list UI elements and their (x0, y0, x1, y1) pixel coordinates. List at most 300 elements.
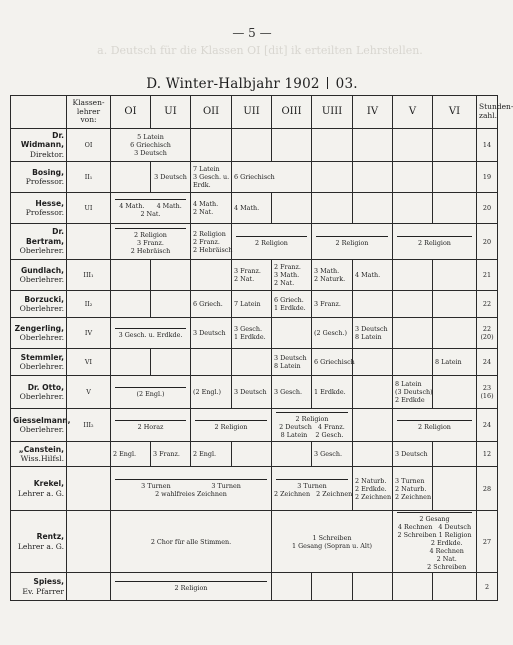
lesson-line: 2 Nat. (234, 275, 255, 283)
lesson-line: 6 Griechisch (130, 141, 171, 149)
lesson-line: 2 Religion (193, 229, 226, 238)
lesson-cell (232, 162, 312, 193)
lesson-line: 3 Deutsch (395, 450, 428, 458)
lesson-line: (2 Gesch.) (314, 329, 347, 337)
bleed-through-text: a. Deutsch für die Klassen OI [dit] ik erteilten Lehrstellen. (97, 44, 423, 57)
teacher-cell (11, 442, 67, 467)
teacher-name: „Canstein, (18, 444, 64, 454)
teacher-rank: Lehrer a. G. (17, 488, 64, 498)
class-teacher-of (67, 511, 111, 573)
lesson-cell (433, 376, 477, 409)
teacher-name: Rentz, (36, 532, 64, 542)
lesson-cell (191, 260, 232, 291)
teacher-name: Giesselmann, (13, 415, 71, 425)
lesson-cell (191, 224, 232, 260)
header-grade: UIII (312, 96, 353, 129)
lesson-cell (111, 376, 191, 409)
header-row (11, 96, 498, 129)
lesson-cell (232, 442, 272, 467)
lesson-cell (151, 442, 191, 467)
lesson-line: 3 Turnen (297, 482, 327, 490)
schedule-table (10, 95, 513, 601)
lesson-cell (353, 193, 393, 224)
teacher-name: Stemmler, (20, 352, 64, 362)
lesson-cell (272, 511, 393, 573)
teacher-cell (11, 224, 67, 260)
lesson-cell (353, 467, 393, 511)
lesson-cell (312, 129, 353, 162)
header-grade: VI (433, 96, 477, 129)
lesson-cell (312, 162, 353, 193)
combined-class-bracket (115, 328, 186, 329)
lesson-cell (232, 376, 272, 409)
teacher-cell (11, 511, 67, 573)
lesson-line: 2 Religion (418, 239, 451, 247)
class-teacher-of: OI (67, 129, 111, 162)
combined-class-bracket (276, 479, 348, 480)
lesson-line: 2 Engl. (113, 450, 137, 458)
lesson-line: 3 Gesch. (234, 325, 262, 333)
header-grade: V (393, 96, 433, 129)
lesson-cell (232, 349, 272, 376)
teacher-name: Borzucki, (24, 294, 64, 304)
teacher-name: Zengerling, (14, 323, 64, 333)
lesson-cell (151, 162, 191, 193)
lesson-cell (353, 376, 393, 409)
lesson-line: 2 Zeichnen 2 Zeichnen (274, 490, 353, 498)
combined-class-bracket (115, 228, 186, 229)
total-hours: 12 (477, 442, 498, 467)
teacher-name: Spiess, (33, 577, 64, 587)
lesson-cell (191, 318, 232, 349)
lesson-cell (151, 291, 191, 318)
total-hours: 14 (477, 129, 498, 162)
lesson-cell (191, 409, 272, 442)
title-main: D. Winter-Halbjahr 1902 (146, 76, 320, 92)
lesson-cell (111, 349, 151, 376)
lesson-line: 3 Franz. (137, 239, 164, 247)
teacher-rank: Professor. (25, 208, 64, 217)
lesson-line: 3 Deutsch (234, 388, 267, 396)
lesson-cell (272, 193, 312, 224)
lesson-cell (433, 318, 477, 349)
teacher-rank: Oberlehrer. (19, 246, 64, 256)
lesson-line: 1 Erdkde. (314, 388, 346, 396)
lesson-line: 8 Latein (355, 333, 382, 341)
lesson-line: 4 Rechnen 4 Deutsch (397, 523, 472, 531)
page-number: — 5 — (232, 26, 272, 40)
lesson-line: 2 Chor für alle Stimmen. (150, 537, 232, 546)
teacher-name: Krekel, (33, 479, 64, 489)
lesson-line: 2 Erdkde (395, 396, 425, 404)
teacher-name: Gundlach, (20, 265, 64, 275)
lesson-line: 2 Erdkde. (355, 484, 387, 493)
lesson-cell (393, 573, 433, 601)
teacher-name: Hesse, (35, 198, 64, 208)
combined-class-bracket (115, 479, 267, 480)
total-hours: 24 (477, 409, 498, 442)
lesson-cell (272, 409, 353, 442)
lesson-line: 2 Naturb. (355, 476, 387, 485)
lesson-line: 3 Gesch. u. Erdkde. (118, 330, 183, 339)
teacher-cell (11, 260, 67, 291)
lesson-cell (353, 129, 393, 162)
class-teacher-of (67, 467, 111, 511)
lesson-cell (433, 349, 477, 376)
lesson-line: 2 Erdkde. (406, 539, 463, 547)
lesson-line: 2 Schreiben (402, 563, 467, 571)
lesson-cell (393, 349, 433, 376)
lesson-cell (111, 467, 272, 511)
lesson-line: Erdk. (193, 181, 211, 189)
lesson-line: 2 Deutsch 4 Franz. (279, 422, 345, 431)
page-title (0, 76, 504, 92)
lesson-line: 8 Latein (395, 380, 422, 388)
teacher-name: Dr. Bertram, (26, 227, 64, 246)
teacher-rank: Professor. (25, 177, 64, 186)
teacher-rank: Wiss.Hilfsl. (20, 454, 64, 463)
combined-class-bracket (316, 236, 388, 237)
lesson-cell (312, 442, 353, 467)
header-grade: IV (353, 96, 393, 129)
title-year-end: 03. (335, 76, 358, 92)
teacher-rank: Direktor. (29, 149, 64, 159)
class-teacher-of (67, 573, 111, 601)
header-class-teacher: Klassen-lehrer von: (67, 96, 111, 129)
lesson-line: 2 Religion (335, 239, 369, 247)
lesson-cell (272, 376, 312, 409)
title-separator (327, 77, 328, 89)
lesson-line: 2 Hebräisch (130, 247, 171, 255)
lesson-cell (272, 349, 312, 376)
teacher-cell (11, 318, 67, 349)
teacher-row (11, 318, 498, 349)
class-teacher-of: UI (67, 193, 111, 224)
total-hours: 24 (477, 349, 498, 376)
lesson-cell (191, 376, 232, 409)
lesson-cell (353, 409, 393, 442)
lesson-cell (393, 318, 433, 349)
teacher-row (11, 442, 498, 467)
teacher-cell (11, 291, 67, 318)
teacher-row (11, 291, 498, 318)
total-hours: 27 (477, 511, 498, 573)
lesson-cell (353, 162, 393, 193)
lesson-cell (433, 260, 477, 291)
lesson-line: 2 Gesang (419, 515, 450, 523)
lesson-cell (191, 291, 232, 318)
lesson-line: 2 Zeichnen (355, 492, 392, 501)
lesson-cell (312, 318, 353, 349)
teacher-rank: Oberlehrer. (19, 304, 64, 313)
lesson-cell (393, 162, 433, 193)
lesson-line: 1 Erdkde. (234, 333, 266, 341)
lesson-cell (393, 511, 477, 573)
lesson-cell (191, 193, 232, 224)
class-teacher-of: II₁ (67, 162, 111, 193)
lesson-line: 3 Deutsch (134, 149, 167, 157)
lesson-cell (151, 260, 191, 291)
lesson-line: 1 Erdkde. (274, 304, 306, 312)
teacher-row (11, 162, 498, 193)
lesson-line: 2 Religion (134, 231, 167, 239)
lesson-cell (111, 193, 191, 224)
lesson-cell (232, 260, 272, 291)
lesson-cell (393, 193, 433, 224)
teacher-row (11, 193, 498, 224)
lesson-line: 3 Math. (274, 271, 300, 279)
lesson-line: 3 Deutsch (274, 354, 307, 362)
lesson-line: 3 Turnen 3 Turnen (141, 482, 241, 490)
lesson-line: 3 Turnen (395, 476, 425, 485)
teacher-rank: Lehrer a. G. (17, 541, 64, 551)
teacher-name: Bosing, (32, 167, 64, 177)
total-hours: 19 (477, 162, 498, 193)
teacher-cell (11, 573, 67, 601)
lesson-line: 5 Latein (137, 133, 164, 141)
lesson-line: 3 Gesch. (314, 450, 342, 458)
lesson-cell (353, 260, 393, 291)
lesson-cell (312, 376, 353, 409)
lesson-cell (433, 162, 477, 193)
lesson-cell (393, 260, 433, 291)
lesson-line: 4 Math. 4 Math. (119, 201, 182, 210)
lesson-cell (393, 129, 433, 162)
lesson-line: 2 Nat. (140, 209, 161, 218)
lesson-line: 2 Franz. (193, 237, 220, 246)
lesson-cell (111, 129, 191, 162)
total-hours: 20 (477, 224, 498, 260)
lesson-line: 3 Franz. (314, 300, 341, 308)
lesson-cell (191, 162, 232, 193)
teacher-cell (11, 376, 67, 409)
total-hours: 28 (477, 467, 498, 511)
lesson-cell (312, 224, 393, 260)
lesson-line: 2 Religion (255, 239, 288, 247)
teacher-row (11, 376, 498, 409)
class-teacher-of (67, 224, 111, 260)
lesson-cell (232, 129, 272, 162)
header-grade: OIII (272, 96, 312, 129)
lesson-cell (272, 442, 312, 467)
lesson-line: 2 Engl. (193, 450, 217, 458)
lesson-cell (353, 442, 393, 467)
lesson-cell (111, 573, 272, 601)
lesson-line: 2 Naturk. (314, 275, 346, 283)
lesson-cell (393, 409, 477, 442)
lesson-line: 8 Latein 2 Gesch. (280, 430, 344, 439)
lesson-cell (151, 349, 191, 376)
teacher-rank: Ev. Pfarrer (22, 586, 64, 596)
lesson-cell (111, 162, 151, 193)
combined-class-bracket (397, 236, 472, 237)
teacher-rank: Oberlehrer. (19, 362, 64, 371)
lesson-cell (191, 129, 232, 162)
lesson-line: 3 Deutsch (355, 325, 388, 333)
lesson-cell (272, 260, 312, 291)
teacher-row (11, 224, 498, 260)
lesson-cell (111, 511, 272, 573)
teacher-row (11, 129, 498, 162)
teacher-row (11, 260, 498, 291)
teacher-row (11, 409, 498, 442)
lesson-cell (433, 467, 477, 511)
lesson-line: 4 Math. (234, 204, 260, 212)
total-hours: 2 (477, 573, 498, 601)
lesson-line: 3 Franz. (234, 267, 261, 275)
combined-class-bracket (236, 236, 307, 237)
lesson-line: 3 Franz. (153, 450, 180, 458)
lesson-cell (433, 129, 477, 162)
lesson-line: 1 Gesang (Sopran u. Alt) (291, 541, 373, 550)
lesson-cell (272, 467, 353, 511)
header-grade: UII (232, 96, 272, 129)
combined-class-bracket (115, 387, 186, 388)
lesson-cell (272, 129, 312, 162)
lesson-line: 2 Horaz (137, 422, 164, 431)
lesson-line: 3 Gesch. (274, 388, 302, 396)
lesson-cell (393, 467, 433, 511)
lesson-line: 4 Math. (355, 271, 381, 279)
lesson-line: 6 Griechisch (234, 173, 275, 181)
teacher-cell (11, 409, 71, 442)
lesson-cell (393, 442, 433, 467)
combined-class-bracket (115, 581, 267, 582)
teacher-name: Dr. Otto, (27, 382, 64, 392)
lesson-line: 2 Schreiben 1 Religion (397, 531, 472, 539)
lesson-cell (353, 291, 393, 318)
lesson-line: 3 Math. (314, 267, 340, 275)
lesson-cell (111, 291, 151, 318)
teacher-rank: Oberlehrer. (19, 275, 64, 284)
teacher-rank: Oberlehrer. (19, 425, 64, 434)
total-hours: 20 (477, 193, 498, 224)
lesson-line: 2 Zeichnen (395, 492, 432, 501)
class-teacher-of: IV (67, 318, 111, 349)
lesson-cell (111, 224, 191, 260)
combined-class-bracket (115, 199, 186, 200)
lesson-cell (353, 318, 393, 349)
lesson-line: 6 Griech. (193, 300, 223, 308)
lesson-line: 6 Griechisch (314, 358, 355, 366)
teacher-rank: Oberlehrer. (19, 392, 64, 401)
teacher-cell (11, 129, 67, 162)
class-teacher-of: VI (67, 349, 111, 376)
header-grade: OI (111, 96, 151, 129)
lesson-cell (393, 224, 477, 260)
lesson-line: 4 Rechnen (405, 547, 464, 555)
total-hours: 22 (477, 291, 498, 318)
lesson-cell (272, 573, 312, 601)
teacher-row (11, 573, 498, 601)
combined-class-bracket (276, 412, 348, 413)
class-teacher-of: V (67, 376, 111, 409)
combined-class-bracket (195, 420, 267, 421)
lesson-cell (312, 291, 353, 318)
lesson-line: 2 Nat. (193, 208, 214, 216)
lesson-line: 8 Latein (274, 362, 301, 370)
lesson-cell (353, 349, 393, 376)
lesson-line: 8 Latein (435, 358, 462, 366)
header-teacher (11, 96, 67, 129)
lesson-line: 2 Religion (174, 584, 208, 592)
lesson-cell (312, 573, 353, 601)
lesson-cell (232, 318, 272, 349)
lesson-line: 4 Math. (193, 200, 219, 208)
lesson-line: 2 Religion (418, 422, 451, 431)
lesson-line: 2 Nat. (274, 279, 295, 287)
lesson-line: 3 Deutsch (193, 329, 226, 337)
lesson-line: 2 Religion (214, 422, 248, 431)
lesson-cell (312, 193, 353, 224)
teacher-cell (11, 193, 67, 224)
lesson-cell (191, 349, 232, 376)
lesson-line: (2 Engl.) (136, 389, 165, 398)
lesson-line: (2 Engl.) (193, 388, 222, 396)
lesson-cell (232, 224, 312, 260)
lesson-line: 7 Latein (234, 300, 261, 308)
lesson-cell (232, 291, 272, 318)
class-teacher-of (67, 442, 111, 467)
lesson-line: 1 Schreiben (312, 533, 352, 542)
lesson-line: 3 Deutsch (154, 173, 187, 181)
header-grade: OII (191, 96, 232, 129)
lesson-cell (433, 193, 477, 224)
total-hours: 23 (16) (477, 376, 498, 409)
lesson-cell (433, 573, 477, 601)
lesson-line: 2 Naturb. (395, 484, 427, 493)
lesson-cell (272, 291, 312, 318)
lesson-line: 6 Griech. (274, 296, 304, 304)
teacher-row (11, 467, 498, 511)
schedule-body (11, 129, 498, 601)
lesson-cell (433, 291, 477, 318)
lesson-cell (393, 376, 433, 409)
lesson-cell (111, 442, 151, 467)
lesson-cell (111, 260, 151, 291)
class-teacher-of: III₁ (67, 260, 111, 291)
class-teacher-of: II₂ (67, 291, 111, 318)
total-hours: 22 (20) (477, 318, 498, 349)
teacher-cell (11, 349, 67, 376)
teacher-row (11, 511, 498, 573)
lesson-line: 2 Nat. (412, 555, 457, 563)
teacher-cell (11, 467, 67, 511)
combined-class-bracket (397, 512, 472, 513)
lesson-line: 7 Latein (193, 165, 220, 173)
lesson-cell (191, 442, 232, 467)
lesson-cell (312, 260, 353, 291)
lesson-line: 2 Religion (295, 414, 329, 423)
header-total-hours: Stunden-zahl. (477, 96, 498, 129)
lesson-cell (312, 349, 353, 376)
lesson-cell (111, 318, 191, 349)
header-grade: UI (151, 96, 191, 129)
lesson-cell (111, 409, 191, 442)
lesson-line: (3 Deutsch) (395, 388, 433, 396)
lesson-line: 2 wahlfreies Zeichnen (155, 490, 227, 498)
lesson-cell (272, 318, 312, 349)
teacher-name: Dr. Widmann, (20, 130, 64, 150)
lesson-line: 2 Hebräisch (193, 245, 233, 254)
teacher-row (11, 349, 498, 376)
lesson-cell (433, 442, 477, 467)
lesson-cell (232, 193, 272, 224)
class-teacher-of: III₂ (67, 409, 111, 442)
teacher-rank: Oberlehrer. (19, 333, 64, 342)
total-hours: 21 (477, 260, 498, 291)
combined-class-bracket (397, 420, 472, 421)
